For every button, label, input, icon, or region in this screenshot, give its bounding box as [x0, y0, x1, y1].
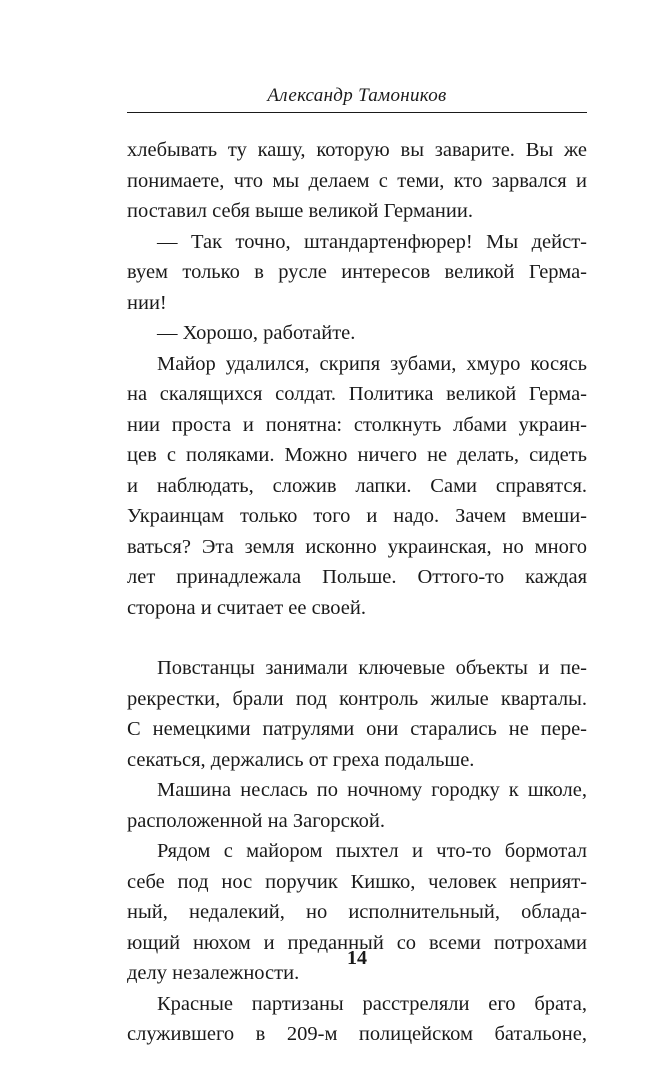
- text-line: лет принадлежала Польше. Оттого-то каждая: [127, 566, 587, 588]
- text-line: хлебывать ту кашу, которую вы заварите. Вы же: [127, 139, 587, 161]
- page-number: 14: [347, 947, 367, 969]
- text-line: расположенной на Загорской.: [127, 809, 385, 832]
- text-line: Майор удалился, скрипя зубами, хмуро косясь: [157, 352, 587, 375]
- text-line: вуем только в русле интересов великой Герма-: [127, 261, 587, 283]
- text-line: — Так точно, штандартенфюрер! Мы дейст-: [157, 230, 587, 253]
- text-line: С немецкими патрулями они старались не пере-: [127, 718, 587, 740]
- running-head-author: Александр Тамоников: [267, 85, 447, 106]
- text-line: ваться? Эта земля исконно украинская, но много: [127, 535, 587, 558]
- text-line: понимаете, что мы делаем с теми, кто зарвался и: [127, 169, 587, 192]
- text-line: Украинцам только того и надо. Зачем вмеши-: [127, 505, 587, 527]
- text-line: рекрестки, брали под контроль жилые кварталы.: [127, 687, 587, 710]
- paragraph: [127, 775, 587, 836]
- text-line: — Хорошо, работайте.: [157, 322, 356, 344]
- paragraph: [127, 135, 587, 227]
- text-line: служившего в 209-м полицейском батальоне,: [127, 1023, 587, 1045]
- text-line: нии!: [127, 291, 167, 314]
- text-line: ный, недалекий, но исполнительный, облада-: [127, 901, 587, 923]
- paragraph: [127, 227, 587, 319]
- header-rule: [127, 112, 587, 113]
- section-break: [127, 623, 587, 653]
- text-line: и наблюдать, сложив лапки. Сами справятся.: [127, 474, 587, 497]
- text-line: на скалящихся солдат. Политика великой Герма-: [127, 383, 587, 405]
- text-line: Рядом с майором пыхтел и что-то бормотал: [157, 840, 587, 862]
- text-line: поставил себя выше великой Германии.: [127, 200, 473, 222]
- text-line: сторона и считает ее своей.: [127, 596, 366, 619]
- text-line: ющий нюхом и преданный со всеми потрохами: [127, 931, 587, 954]
- text-line: Красные партизаны расстреляли его брата,: [157, 992, 587, 1015]
- text-line: делу незалежности.: [127, 962, 300, 984]
- text-line: Повстанцы занимали ключевые объекты и пе-: [157, 657, 587, 679]
- body-text: [127, 135, 587, 1050]
- paragraph: [127, 318, 587, 349]
- paragraph: [127, 653, 587, 775]
- text-line: Машина неслась по ночному городку к школе,: [157, 779, 587, 801]
- text-line: себе под нос поручик Кишко, человек неприят-: [127, 870, 587, 893]
- text-line: цев с поляками. Можно ничего не делать, сидеть: [127, 444, 587, 466]
- paragraph: [127, 349, 587, 624]
- text-line: секаться, держались от греха подальше.: [127, 748, 475, 771]
- text-line: нии проста и понятна: столкнуть лбами украин-: [127, 413, 587, 436]
- paragraph: [127, 989, 587, 1050]
